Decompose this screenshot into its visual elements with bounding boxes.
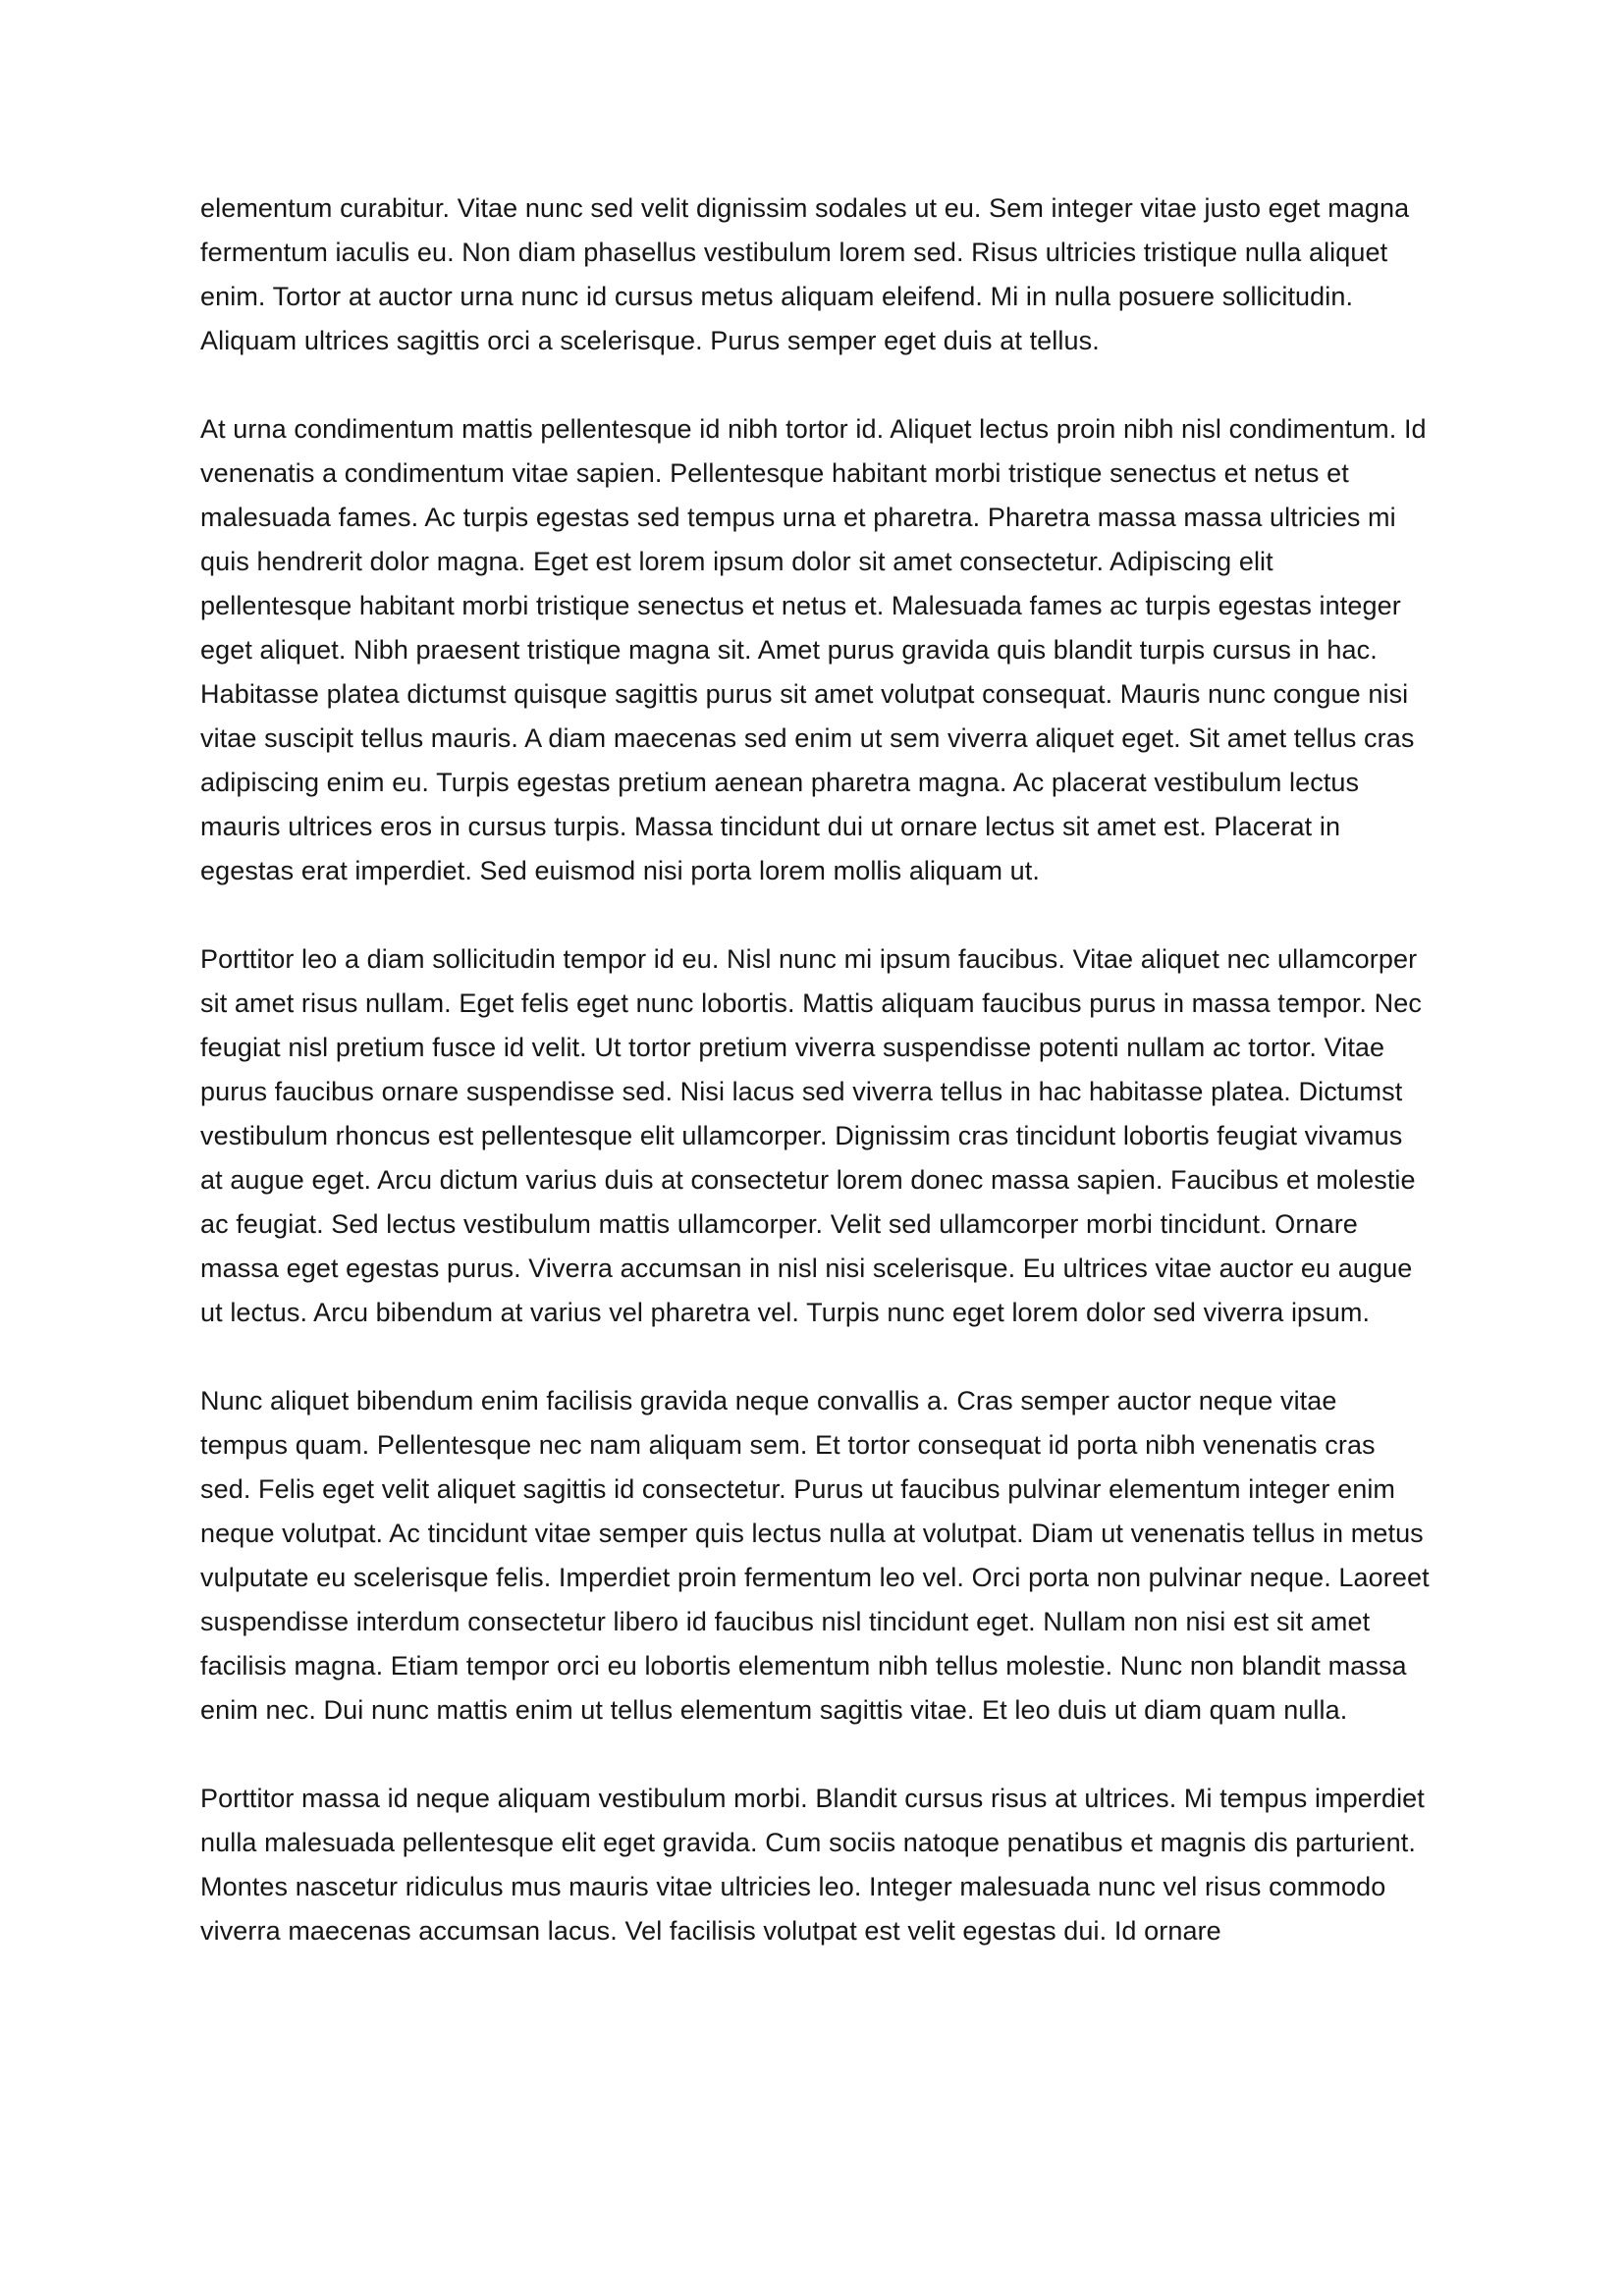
paragraph: Porttitor massa id neque aliquam vestibulum morbi. Blandit cursus risus at ultrices. Mi tempus imperdiet nulla malesuada pellentesque elit eget gravida. Cum sociis natoque penatibus et magnis dis parturient. Montes nascetur ridiculus mus mauris vitae ultricies leo. Integer malesuada nunc vel risus commodo viverra maecenas accumsan lacus. Vel facilisis volutpat est velit egestas dui. Id ornare bbox=[200, 1784, 1425, 1946]
paragraph: At urna condimentum mattis pellentesque id nibh tortor id. Aliquet lectus proin nibh nisl condimentum. Id venenatis a condimentum vitae sapien. Pellentesque habitant morbi tristique senectus et netus et malesuada fames. Ac turpis egestas sed tempus urna et pharetra. Pharetra massa massa ultricies mi quis hendrerit dolor magna. Eget est lorem ipsum dolor sit amet consectetur. Adipiscing elit pellentesque habitant morbi tristique senectus et netus et. Malesuada fames ac turpis egestas integer eget aliquet. Nibh praesent tristique magna sit. Amet purus gravida quis blandit turpis cursus in hac. Habitasse platea dictumst quisque sagittis purus sit amet volutpat consequat. Mauris nunc congue nisi vitae suscipit tellus mauris. A diam maecenas sed enim ut sem viverra aliquet eget. Sit amet tellus cras adipiscing enim eu. Turpis egestas pretium aenean pharetra magna. Ac placerat vestibulum lectus mauris ultrices eros in cursus turpis. Massa tincidunt dui ut ornare lectus sit amet est. Placerat in egestas erat imperdiet. Sed euismod nisi porta lorem mollis aliquam ut. bbox=[200, 414, 1427, 885]
paragraph: Porttitor leo a diam sollicitudin tempor id eu. Nisl nunc mi ipsum faucibus. Vitae aliquet nec ullamcorper sit amet risus nullam. Eget felis eget nunc lobortis. Mattis aliquam faucibus purus in massa tempor. Nec feugiat nisl pretium fusce id velit. Ut tortor pretium viverra suspendisse potenti nullam ac tortor. Vitae purus faucibus ornare suspendisse sed. Nisi lacus sed viverra tellus in hac habitasse platea. Dictumst vestibulum rhoncus est pellentesque elit ullamcorper. Dignissim cras tincidunt lobortis feugiat vivamus at augue eget. Arcu dictum varius duis at consectetur lorem donec massa sapien. Faucibus et molestie ac feugiat. Sed lectus vestibulum mattis ullamcorper. Velit sed ullamcorper morbi tincidunt. Ornare massa eget egestas purus. Viverra accumsan in nisl nisi scelerisque. Eu ultrices vitae auctor eu augue ut lectus. Arcu bibendum at varius vel pharetra vel. Turpis nunc eget lorem dolor sed viverra ipsum. bbox=[200, 944, 1422, 1327]
paragraph: elementum curabitur. Vitae nunc sed velit dignissim sodales ut eu. Sem integer vitae justo eget magna fermentum iaculis eu. Non diam phasellus vestibulum lorem sed. Risus ultricies tristique nulla aliquet enim. Tortor at auctor urna nunc id cursus metus aliquam eleifend. Mi in nulla posuere sollicitudin. Aliquam ultrices sagittis orci a scelerisque. Purus semper eget duis at tellus. bbox=[200, 193, 1410, 355]
paragraph: Nunc aliquet bibendum enim facilisis gravida neque convallis a. Cras semper auctor neque vitae tempus quam. Pellentesque nec nam aliquam sem. Et tortor consequat id porta nibh venenatis cras sed. Felis eget velit aliquet sagittis id consectetur. Purus ut faucibus pulvinar elementum integer enim neque volutpat. Ac tincidunt vitae semper quis lectus nulla at volutpat. Diam ut venenatis tellus in metus vulputate eu scelerisque felis. Imperdiet proin fermentum leo vel. Orci porta non pulvinar neque. Laoreet suspendisse interdum consectetur libero id faucibus nisl tincidunt eget. Nullam non nisi est sit amet facilisis magna. Etiam tempor orci eu lobortis elementum nibh tellus molestie. Nunc non blandit massa enim nec. Dui nunc mattis enim ut tellus elementum sagittis vitae. Et leo duis ut diam quam nulla. bbox=[200, 1386, 1430, 1725]
